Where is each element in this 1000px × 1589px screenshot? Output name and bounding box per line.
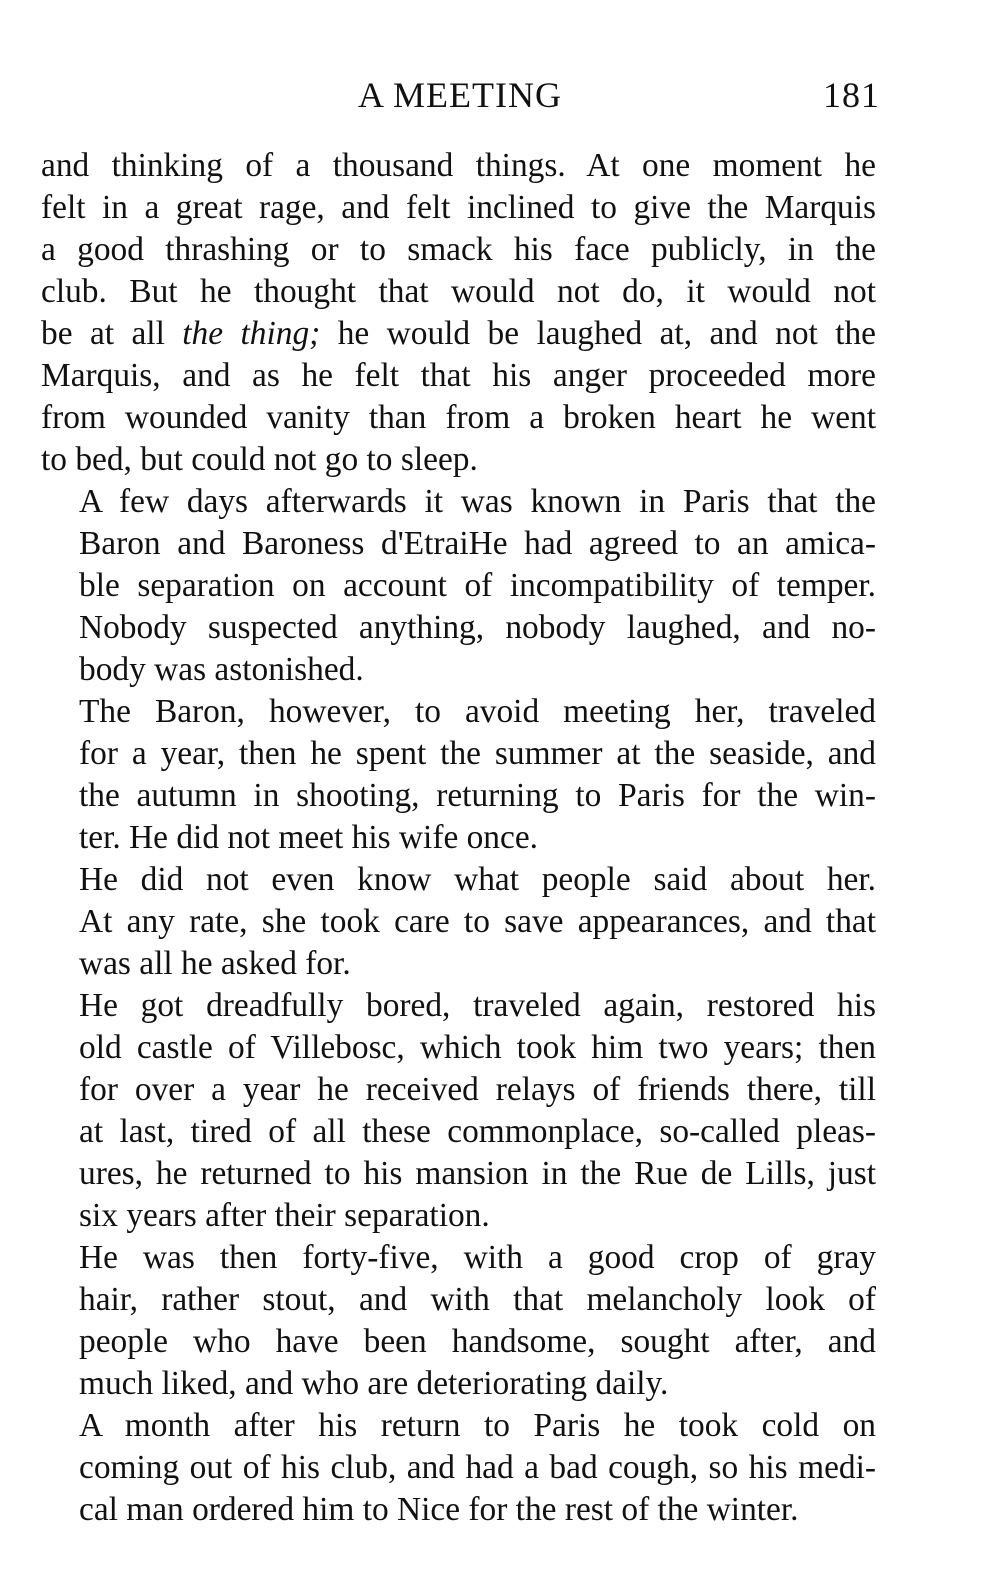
text-line: for a year, then he spent the summer at the seaside, and — [79, 735, 876, 772]
text-line: He did not even know what people said about her. — [79, 861, 876, 898]
page-number: 181 — [823, 75, 880, 115]
text-line: body was astonished. — [79, 651, 364, 688]
text-line: much liked, and who are deteriorating daily. — [79, 1365, 669, 1402]
running-title: A MEETING — [358, 75, 562, 115]
text-line: Nobody suspected anything, nobody laughed, and no- — [79, 609, 876, 646]
text-line: people who have been handsome, sought after, and — [79, 1323, 876, 1360]
paragraph — [41, 859, 876, 985]
text-line: He was then forty-five, with a good crop of gray — [79, 1239, 876, 1276]
text-line: At any rate, she took care to save appearances, and that — [79, 903, 876, 940]
text-line: coming out of his club, and had a bad cough, so his medi- — [79, 1449, 876, 1486]
text-line: to bed, but could not go to sleep. — [41, 441, 478, 478]
text-line: for over a year he received relays of friends there, till — [79, 1071, 876, 1108]
text-line: six years after their separation. — [79, 1197, 490, 1234]
text-line: be at all the thing; he would be laughed at, and not the — [41, 315, 877, 352]
text-line: Marquis, and as he felt that his anger proceeded more — [41, 357, 876, 394]
text-line: cal man ordered him to Nice for the rest of the winter. — [79, 1491, 799, 1528]
running-header — [40, 70, 880, 120]
paragraph — [41, 145, 876, 481]
text-line: hair, rather stout, and with that melancholy look of — [79, 1281, 876, 1318]
text-line: old castle of Villebosc, which took him two years; then — [79, 1029, 876, 1066]
text-line: a good thrashing or to smack his face publicly, in the — [41, 231, 876, 268]
paragraph — [41, 1405, 876, 1531]
body-text — [41, 145, 876, 1531]
text-line: ble separation on account of incompatibility of temper. — [79, 567, 876, 604]
text-line: Baron and Baroness d'EtraiHe had agreed to an amica- — [79, 525, 876, 562]
text-line: He got dreadfully bored, traveled again, restored his — [79, 987, 876, 1024]
paragraph — [41, 481, 876, 691]
text-line: A month after his return to Paris he took cold on — [79, 1407, 876, 1444]
text-line: felt in a great rage, and felt inclined to give the Marquis — [41, 189, 876, 226]
text-line: the autumn in shooting, returning to Paris for the win- — [79, 777, 876, 814]
text-line: ter. He did not meet his wife once. — [79, 819, 538, 856]
paragraph — [41, 1237, 876, 1405]
text-line: from wounded vanity than from a broken heart he went — [41, 399, 876, 436]
text-line: and thinking of a thousand things. At one moment he — [41, 147, 876, 184]
text-line: The Baron, however, to avoid meeting her, traveled — [79, 693, 876, 730]
text-line: A few days afterwards it was known in Paris that the — [79, 483, 876, 520]
text-line: ures, he returned to his mansion in the Rue de Lills, just — [79, 1155, 876, 1192]
text-line: was all he asked for. — [79, 945, 351, 982]
paragraph — [41, 691, 876, 859]
paragraph — [41, 985, 876, 1237]
emphasis: the thing; — [182, 315, 321, 352]
text-line: at last, tired of all these commonplace, so-called pleas- — [79, 1113, 876, 1150]
text-line: club. But he thought that would not do, it would not — [41, 273, 876, 310]
